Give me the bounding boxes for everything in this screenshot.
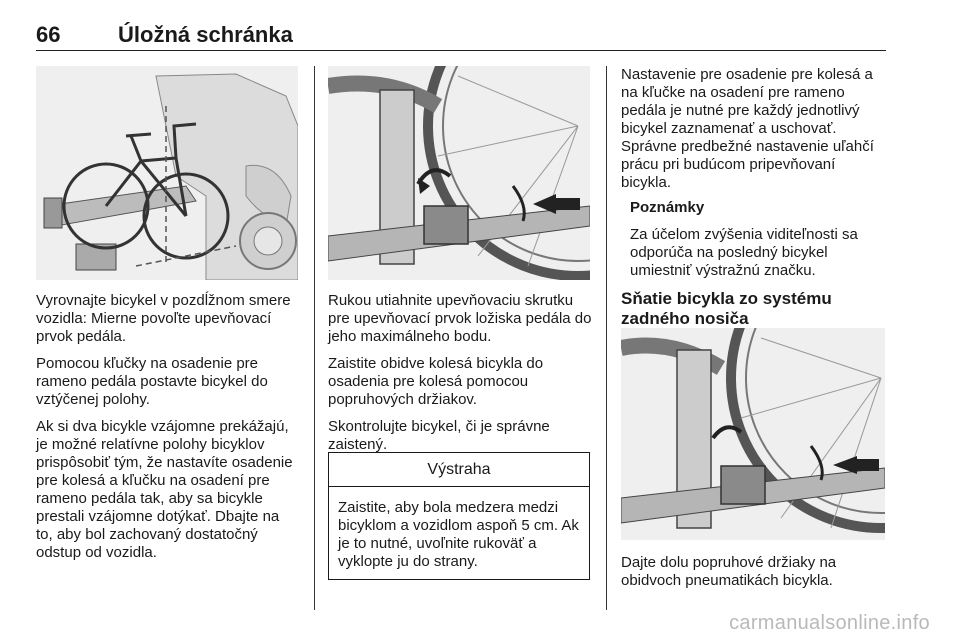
figure-bike-on-carrier <box>36 66 298 280</box>
column-3-bottom-text <box>621 554 885 599</box>
header-rule <box>36 50 886 51</box>
paragraph-secure-wheels: Zaistite obidve kolesá bicykla do osadenia pre kolesá pomocou popruhových držiakov. <box>328 355 544 408</box>
note-title: Poznámky <box>630 199 705 216</box>
wheel-clamp-illustration <box>328 66 590 280</box>
column-2-text <box>328 292 592 463</box>
bike-carrier-illustration <box>36 66 298 280</box>
figure-remove-straps <box>621 328 885 540</box>
paragraph-tighten-screw: Rukou utiahnite upevňovaciu skrutku pre upevňovací prvok ložiska pedála do jeho maximálneho bodu. <box>328 292 592 345</box>
column-3-text <box>621 66 889 338</box>
page-header <box>36 22 886 52</box>
remove-straps-illustration <box>621 328 885 540</box>
section-title: Úložná schránka <box>118 22 293 47</box>
paragraph-upright-position: Pomocou kľučky na osadenie pre rameno pedála postavte bicykel do vztýčenej polohy. <box>36 355 268 408</box>
column-divider-2 <box>606 66 607 610</box>
figure-wheel-clamp <box>328 66 590 280</box>
column-1-text <box>36 292 300 571</box>
warning-title: Výstraha <box>329 453 589 487</box>
paragraph-two-bicycles: Ak si dva bicykle vzájomne prekážajú, je možné relatívne polohy bicyklov prispôsobiť tým, že nastavíte osadenie pre kolesá a kľučku na osadení pre rameno pedála tak, aby sa bicykle prestali vzájomne dotýkať. Dbajte na to, aby bol zachovaný dostatočný odstup od vozidla. <box>36 418 293 561</box>
paragraph-align-bicycle: Vyrovnajte bicykel v pozdĺžnom smere vozidla: Mierne povoľte upevňovací prvok pedála. <box>36 292 291 345</box>
note-text: Za účelom zvýšenia viditeľnosti sa odporúča na posledný bicykel umiestniť výstražnú značku. <box>630 226 858 279</box>
warning-box <box>328 452 590 580</box>
watermark: carmanualsonline.info <box>729 612 930 634</box>
paragraph-settings-record: Nastavenie pre osadenie pre kolesá a na kľučke na osadení pre rameno pedála je nutné pre každý jednotlivý bicykel zaznamenať a uschovať. Správne predbežné nastavenie uľahčí prácu pri budúcom pripevňovaní bicykla. <box>621 66 874 191</box>
paragraph-remove-straps: Dajte dolu popruhové držiaky na obidvoch pneumatikách bicykla. <box>621 554 837 589</box>
column-divider-1 <box>314 66 315 610</box>
page-number: 66 <box>36 22 61 47</box>
subheading-removal: Sňatie bicykla zo systému zadného nosiča <box>621 289 832 328</box>
note-block <box>630 199 889 280</box>
warning-text: Zaistite, aby bola medzera medzi bicyklom a vozidlom aspoň 5 cm. Ak je to nutné, uvoľnite rukoväť a vyklopte ju do strany. <box>338 499 579 570</box>
paragraph-check-bicycle: Skontrolujte bicykel, či je správne zaistený. <box>328 418 550 453</box>
